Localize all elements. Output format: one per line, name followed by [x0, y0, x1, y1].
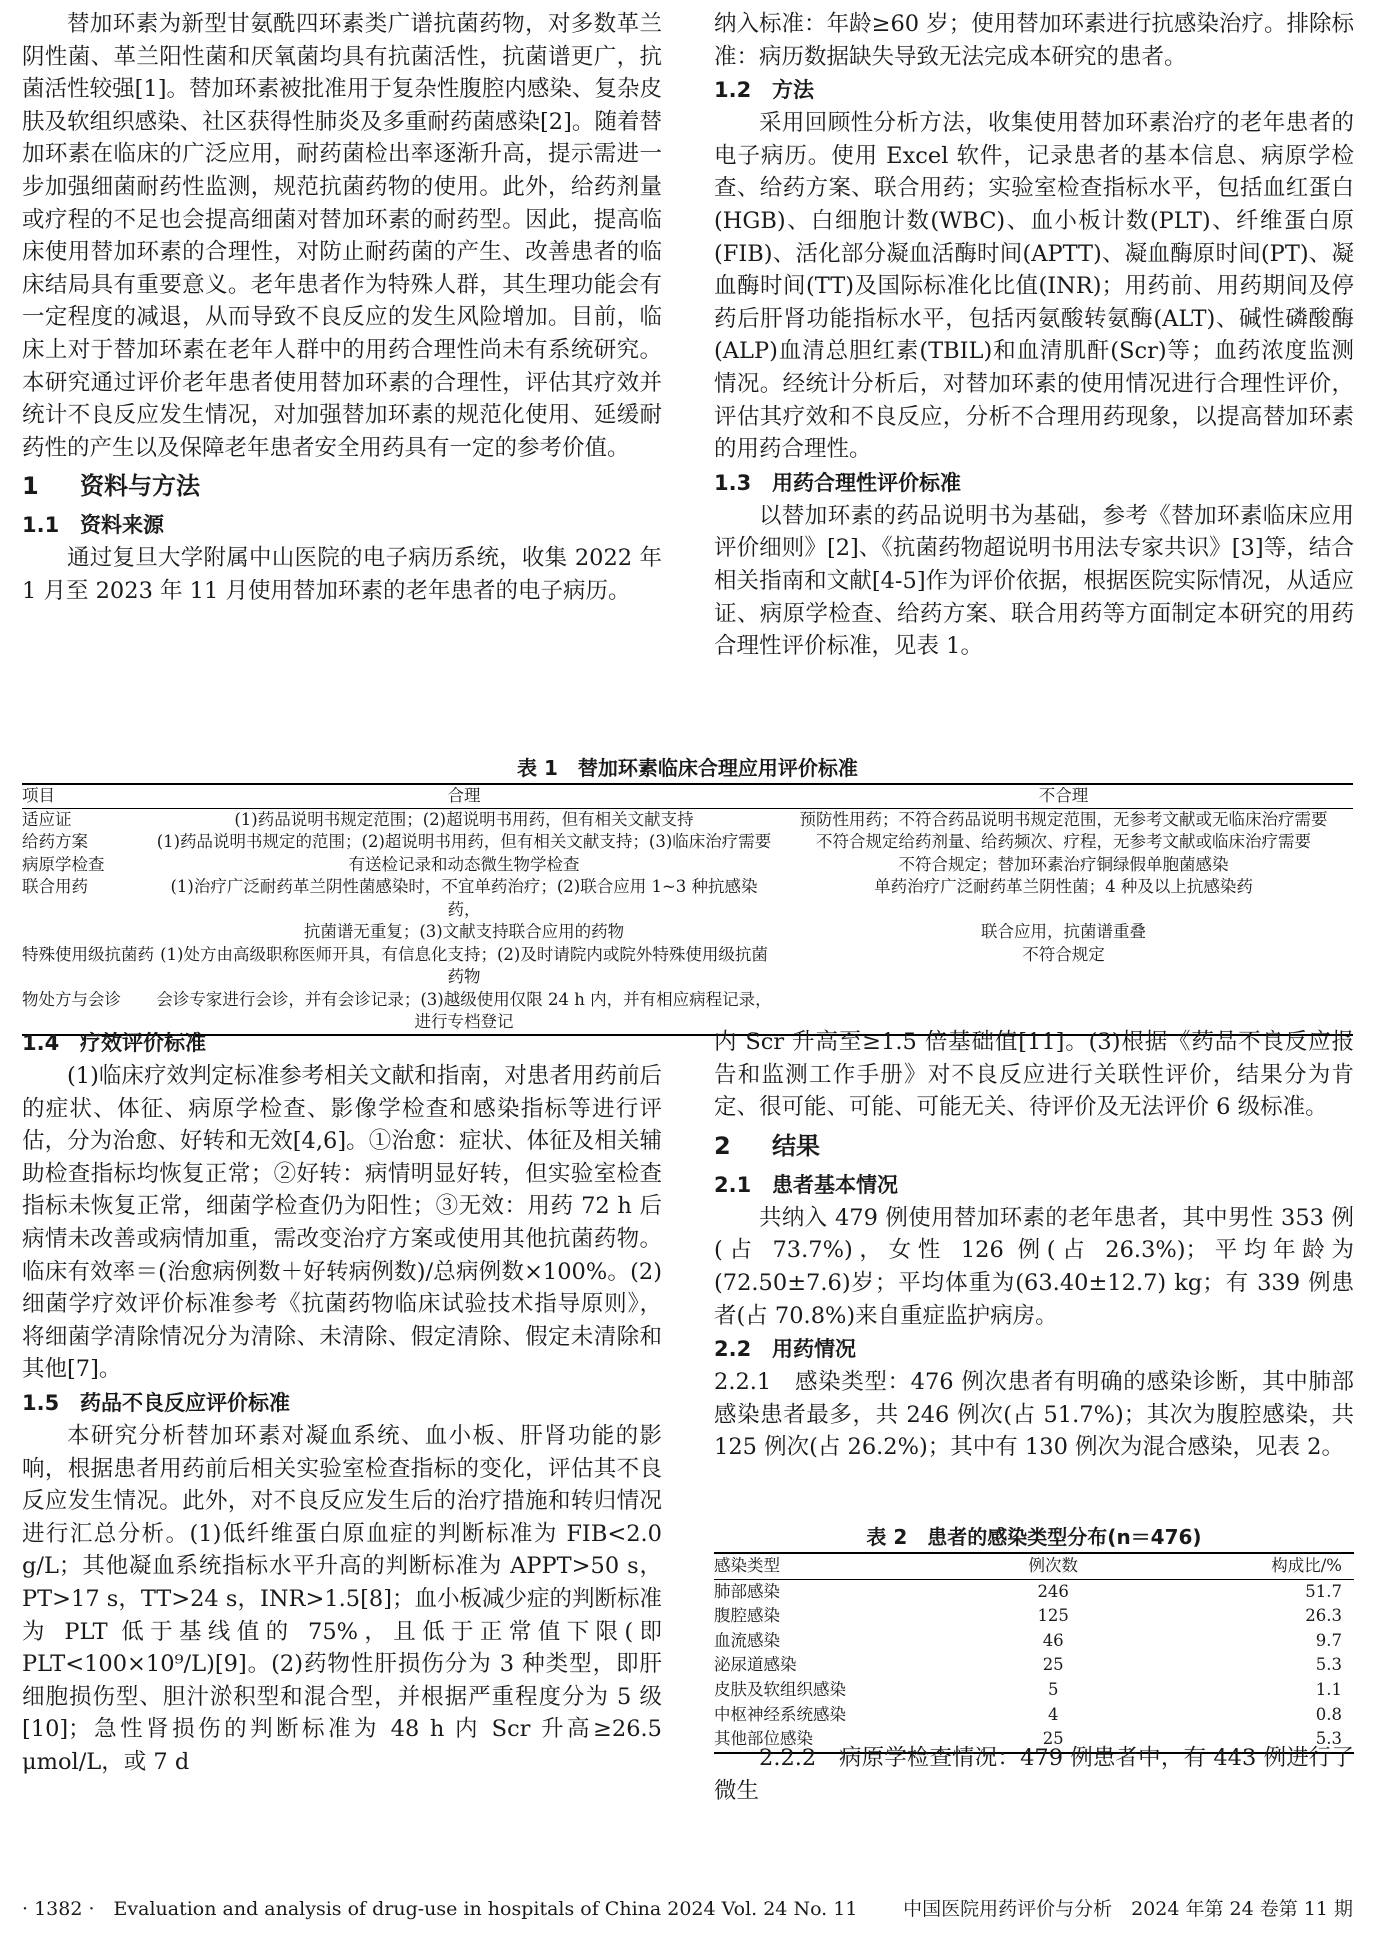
section-1-2-paragraph: 采用回顾性分析方法，收集使用替加环素治疗的老年患者的电子病历。使用 Excel 软件，记录患者的基本信息、病原学检查、给药方案、联合用药；实验室检查指标水平，包括血红蛋白(HGB)、白细胞计数(WBC)、血小板计数(PLT)、纤维蛋白原(FIB)、活化部分凝血活酶时间(APTT)、凝血酶原时间(PT)、凝血酶时间(TT)及国际标准化比值(INR)；用药前、用药期间及停药后肝肾功能指标水平，包括丙氨酸转氨酶(ALT)、碱性磷酸酶(ALP)血清总胆红素(TBIL)和血清肌酐(Scr)等；血药浓度监测情况。经统计分析后，对替加环素的使用情况进行合理性评价，评估其疗效和不良反应，分析不合理用药现象，以提高替加环素的用药合理性。	[714, 110, 1354, 463]
table-cell: 联合用药	[22, 877, 88, 896]
section-number: 1.2	[714, 78, 752, 103]
section-2-1-paragraph: 共纳入 479 例使用替加环素的老年患者，其中男性 353 例(占 73.7%)，女性 126 例(占 26.3%)；平均年龄为(72.50±7.6)岁；平均体重为(63.40±12.7) kg；有 339 例患者(占 70.8%)来自重症监护病房。	[714, 1204, 1354, 1329]
table-cell: 单药治疗广泛耐药革兰阴性菌；4 种及以上抗感染药	[874, 877, 1253, 896]
table-row	[714, 1579, 1354, 1604]
table-2-grid	[714, 1552, 1354, 1754]
section-1-1-paragraph: 通过复旦大学附属中山医院的电子病历系统，收集 2022 年 1 月至 2023 年 11 月使用替加环素的老年患者的电子病历。	[22, 545, 662, 604]
table-row	[714, 1678, 1354, 1703]
section-2-2-2-paragraph: 2.2.2 病原学检查情况：479 例患者中，有 443 例进行了微生	[714, 1745, 1354, 1804]
table-cell: 肺部感染	[714, 1581, 780, 1601]
left-column-bottom	[22, 1026, 662, 1778]
section-title: 资料来源	[80, 513, 164, 538]
section-1-2-heading	[714, 73, 1354, 107]
table-cell: 不符合规定	[1022, 944, 1105, 964]
right-column-top	[714, 8, 1354, 663]
section-title: 方法	[772, 78, 814, 103]
section-title: 结果	[772, 1131, 820, 1160]
column-header: 例次数	[957, 1553, 1149, 1579]
table-cell: 皮肤及软组织感染	[714, 1679, 846, 1699]
table-row	[22, 831, 1353, 854]
table-row	[714, 1703, 1354, 1728]
table-cell: 血流感染	[714, 1630, 780, 1650]
table-row	[22, 944, 1353, 989]
table-cell: 4	[1047, 1704, 1059, 1724]
table-row	[714, 1629, 1354, 1654]
table-row	[22, 854, 1353, 877]
section-number: 1.4	[22, 1031, 60, 1055]
section-number: 2	[714, 1131, 731, 1160]
table-row	[22, 921, 1353, 944]
table-cell: (1)治疗广泛耐药革兰阴性菌感染时，不宜单药治疗；(2)联合应用 1~3 种抗感染药，	[170, 877, 758, 919]
table-cell: 其他部位感染	[714, 1729, 813, 1749]
section-title: 资料与方法	[80, 472, 200, 501]
table-header-row	[714, 1553, 1354, 1579]
section-1-3-paragraph: 以替加环素的药品说明书为基础，参考《替加环素临床应用评价细则》[2]、《抗菌药物超说明书用法专家共识》[3]等，结合相关指南和文献[4-5]作为评价依据，根据医院实际情况，从适应证、病原学检查、给药方案、联合用药等方面制定本研究的用药合理性评价标准，见表 1。	[714, 502, 1354, 660]
section-number: 1.5	[22, 1390, 60, 1415]
section-1-4-paragraph: (1)临床疗效判定标准参考相关文献和指南，对患者用药前后的症状、体征、病原学检查、影像学检查和感染指标等进行评估，分为治愈、好转和无效[4,6]。①治愈：症状、体征及相关辅助检查指标均恢复正常；②好转：病情明显好转，但实验室检查指标未恢复正常，细菌学检查仍为阳性；③无效：用药 72 h 后病情未改善或病情加重，需改变治疗方案或使用其他抗菌药物。临床有效率＝(治愈病例数＋好转病例数)/总病例数×100%。(2)细菌学疗效评价标准参考《抗菌药物临床试验技术指导原则》，将细菌学清除情况分为清除、未清除、假定清除、假定未清除和其他[7]。	[22, 1063, 662, 1383]
intro-paragraph: 替加环素为新型甘氨酰四环素类广谱抗菌药物，对多数革兰阴性菌、革兰阳性菌和厌氧菌均具有抗菌活性，抗菌谱更广，抗菌活性较强[1]。替加环素被批准用于复杂性腹腔内感染、复杂皮肤及软组织感染、社区获得性肺炎及多重耐药菌感染[2]。随着替加环素在临床的广泛应用，耐药菌检出率逐渐升高，提示需进一步加强细菌耐药性监测，规范抗菌药物的使用。此外，给药剂量或疗程的不足也会提高细菌对替加环素的耐药型。因此，提高临床使用替加环素的合理性，对防止耐药菌的产生、改善患者的临床结局具有重要意义。老年患者作为特殊人群，其生理功能会有一定程度的减退，从而导致不良反应的发生风险增加。目前，临床上对于替加环素在老年人群中的用药合理性尚未有系统研究。本研究通过评价老年患者使用替加环素的合理性，评估其疗效并统计不良反应发生情况，对加强替加环素的规范化使用、延缓耐药性的产生以及保障老年患者安全用药具有一定的参考价值。	[22, 11, 662, 461]
table-cell: (1)处方由高级职称医师开具，有信息化支持；(2)及时请院内或院外特殊使用级抗菌药物	[160, 944, 768, 986]
column-header: 合理	[154, 784, 774, 808]
table-cell: 泌尿道感染	[714, 1655, 797, 1675]
footer-right: 中国医院用药评价与分析 2024 年第 24 卷第 11 期	[903, 1898, 1353, 1920]
table-cell: 联合应用，抗菌谱重叠	[981, 922, 1146, 941]
table-cell: 46	[1042, 1630, 1064, 1650]
table-2	[714, 1522, 1354, 1754]
section-title: 用药情况	[772, 1337, 856, 1362]
section-number: 2.1	[714, 1172, 752, 1197]
section-title: 疗效评价标准	[80, 1031, 206, 1055]
table-row	[22, 808, 1353, 831]
section-title: 患者基本情况	[772, 1172, 898, 1197]
table-cell: 51.7	[1305, 1581, 1342, 1601]
section-title: 用药合理性评价标准	[772, 470, 961, 495]
section-number: 2.2	[714, 1337, 752, 1362]
section-1-3-heading	[714, 466, 1354, 500]
table-cell: 不符合规定；替加环素治疗铜绿假单胞菌感染	[898, 854, 1229, 874]
section-title: 药品不良反应评价标准	[80, 1390, 290, 1415]
table-cell: 腹腔感染	[714, 1606, 780, 1626]
left-column-top	[22, 8, 662, 608]
table-cell: 0.8	[1315, 1704, 1342, 1724]
table-cell	[22, 921, 154, 944]
table-cell: 5.3	[1315, 1655, 1342, 1675]
column-header: 不合理	[774, 784, 1353, 808]
section-1-1-heading	[22, 508, 662, 542]
table-cell: 5	[1047, 1679, 1059, 1699]
table-2-caption: 表 2 患者的感染类型分布(n＝476)	[866, 1525, 1202, 1549]
table-cell: 9.7	[1315, 1630, 1342, 1650]
section-1-heading	[22, 466, 662, 506]
section-2-2-1-paragraph: 2.2.1 感染类型：476 例次患者有明确的感染诊断，其中肺部感染患者最多，共 246 例次(占 51.7%)；其次为腹腔感染，共 125 例次(占 26.2%)；其中有 130 例次为混合感染，见表 2。	[714, 1369, 1354, 1461]
table-cell: 适应证	[22, 809, 72, 829]
right-column-tail	[714, 1742, 1354, 1807]
section-2-1-heading	[714, 1168, 1354, 1202]
table-cell: 给药方案	[22, 832, 88, 851]
table-cell: 1.1	[1315, 1679, 1342, 1699]
section-number: 1.1	[22, 513, 60, 538]
section-number: 1	[22, 472, 39, 501]
continued-paragraph: 纳入标准：年龄≥60 岁；使用替加环素进行抗感染治疗。排除标准：病历数据缺失导致无法完成本研究的患者。	[714, 11, 1354, 70]
table-1-caption: 表 1 替加环素临床合理应用评价标准	[517, 756, 858, 780]
table-header-row	[22, 784, 1353, 808]
column-header: 感染类型	[714, 1553, 957, 1579]
table-row	[714, 1653, 1354, 1678]
table-cell: (1)药品说明书规定的范围；(2)超说明书用药，但有相关文献支持；(3)临床治疗需要	[156, 832, 772, 851]
section-number: 1.3	[714, 470, 752, 495]
page-footer	[22, 1896, 1353, 1922]
table-cell: 特殊使用级抗菌药	[22, 944, 154, 964]
footer-left: · 1382 · Evaluation and analysis of drug-use in hospitals of China 2024 Vol. 24 No. 11	[22, 1898, 858, 1920]
section-1-5-paragraph: 本研究分析替加环素对凝血系统、血小板、肝肾功能的影响，根据患者用药前后相关实验室检查指标的变化，评估其不良反应发生情况。此外，对不良反应发生后的治疗措施和转归情况进行汇总分析。(1)低纤维蛋白原血症的判断标准为 FIB<2.0 g/L；其他凝血系统指标水平升高的判断标准为 APPT>50 s，PT>17 s，TT>24 s，INR>1.5[8]；血小板减少症的判断标准为 PLT 低于基线值的 75%，且低于正常值下限(即 PLT<100×10⁹/L)[9]。(2)药物性肝损伤分为 3 种类型，即肝细胞损伤型、胆汁淤积型和混合型，并根据严重程度分为 5 级[10]；急性肾损伤的判断标准为 48 h 内 Scr 升高≥26.5 μmol/L，或 7 d	[22, 1422, 662, 1775]
table-row	[22, 876, 1353, 921]
table-cell: 5.3	[1315, 1729, 1342, 1749]
table-cell: 抗菌谱无重复；(3)文献支持联合应用的药物	[303, 922, 625, 941]
table-cell: 不符合规定给药剂量、给药频次、疗程，无参考文献或临床治疗需要	[816, 832, 1311, 851]
table-cell: 25	[1042, 1729, 1064, 1749]
section-2-heading	[714, 1126, 1354, 1166]
section-2-2-heading	[714, 1332, 1354, 1366]
table-row	[714, 1604, 1354, 1629]
table-cell: 246	[1037, 1581, 1069, 1601]
continued-paragraph: 内 Scr 升高至≥1.5 倍基础值[11]。(3)根据《药品不良反应报告和监测工作手册》对不良反应进行关联性评价，结果分为肯定、很可能、可能、可能无关、待评价及无法评价 6 级标准。	[714, 1029, 1354, 1121]
section-1-5-heading	[22, 1386, 662, 1420]
section-1-4-heading	[22, 1026, 662, 1060]
table-cell: 中枢神经系统感染	[714, 1704, 846, 1724]
table-cell: 26.3	[1305, 1606, 1342, 1626]
table-cell: 会诊专家进行会诊，并有会诊记录；(3)越级使用仅限 24 h 内，并有相应病程记录，进行专档登记	[156, 989, 772, 1031]
table-1	[22, 753, 1353, 1036]
table-cell: 有送检记录和动态微生物学检查	[348, 854, 580, 874]
column-header: 项目	[22, 784, 154, 808]
table-1-grid	[22, 783, 1353, 1036]
table-cell: 预防性用药；不符合药品说明书规定范围，无参考文献或无临床治疗需要	[799, 809, 1328, 829]
table-cell: 125	[1037, 1606, 1069, 1626]
column-header: 构成比/%	[1149, 1553, 1354, 1579]
right-column-bottom	[714, 1026, 1354, 1464]
table-cell: 25	[1042, 1655, 1064, 1675]
table-cell: 物处方与会诊	[22, 989, 121, 1009]
table-cell: 病原学检查	[22, 854, 105, 874]
table-cell: (1)药品说明书规定范围；(2)超说明书用药，但有相关文献支持	[234, 809, 694, 829]
